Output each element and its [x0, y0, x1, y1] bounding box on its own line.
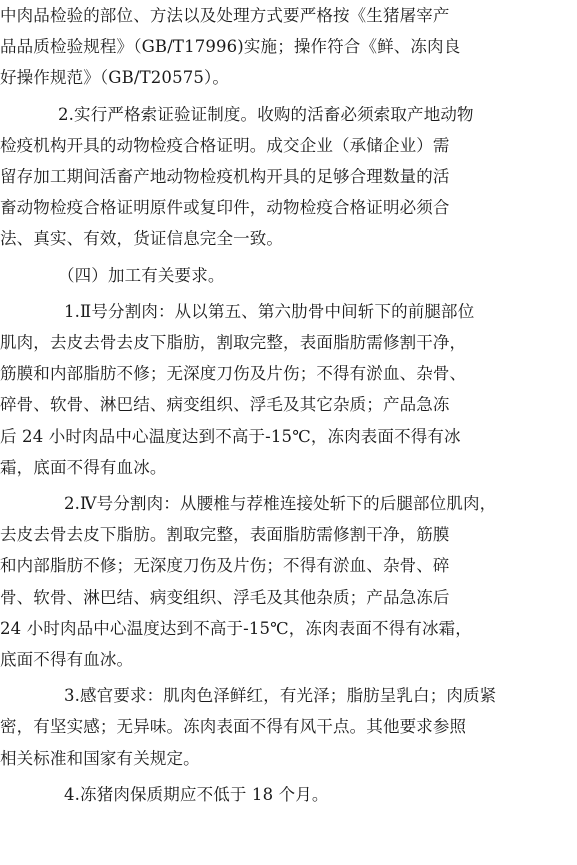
text-line: 法、真实、有效，货证信息完全一致。 [0, 229, 284, 249]
text-line: 检疫机构开具的动物检疫合格证明。成交企业（承储企业）需 [0, 135, 450, 155]
text-line: 骨、软骨、淋巴结、病变组织、浮毛及其他杂质；产品急冻后 [0, 587, 450, 607]
text-line: 后 24 小时肉品中心温度达到不高于-15℃，冻肉表面不得有冰 [0, 426, 461, 446]
text-line: 相关标准和国家有关规定。 [0, 748, 200, 768]
text-line: 碎骨、软骨、淋巴结、病变组织、浮毛及其它杂质；产品急冻 [0, 395, 450, 415]
text-line: 底面不得有血冰。 [0, 650, 134, 669]
paragraph-2b-start: 2.Ⅳ号分割肉：从腰椎与荐椎连接处斩下的后腿部位肌肉， [64, 494, 497, 513]
text-line: 品品质检验规程》（GB/T17996)实施；操作符合《鲜、冻肉良 [0, 37, 461, 57]
paragraph-3-start: 3.感官要求：肌肉色泽鲜红，有光泽；脂肪呈乳白；肉质紧 [64, 686, 497, 706]
text-line: 留存加工期间活畜产地动物检疫机构开具的足够合理数量的活 [0, 167, 450, 186]
text-line: 好操作规范》（GB/T20575）。 [0, 68, 230, 88]
text-line: 去皮去骨去皮下脂肪。割取完整，表面脂肪需修割干净，筋膜 [0, 525, 450, 545]
text-line: 畜动物检疫合格证明原件或复印件，动物检疫合格证明必须合 [0, 198, 450, 218]
section-heading: （四）加工有关要求。 [58, 265, 225, 285]
text-line: 24 小时肉品中心温度达到不高于-15℃，冻肉表面不得有冰霜， [0, 618, 472, 638]
text-line: 和内部脂肪不修；无深度刀伤及片伤；不得有淤血、杂骨、碎 [0, 556, 450, 576]
paragraph-1-start: 1.Ⅱ号分割肉：从以第五、第六肋骨中间斩下的前腿部位 [64, 301, 475, 321]
text-line: 霜，底面不得有血冰。 [0, 457, 167, 477]
text-line: 筋膜和内部脂肪不修；无深度刀伤及片伤；不得有淤血、杂骨、 [0, 364, 467, 384]
text-line: 密，有坚实感；无异味。冻肉表面不得有风干点。其他要求参照 [0, 717, 467, 737]
paragraph-4-start: 4.冻猪肉保质期应不低于 18 个月。 [64, 784, 329, 804]
text-line: 中肉品检验的部位、方法以及处理方式要严格按《生猪屠宰产 [0, 6, 450, 25]
paragraph-2-start: 2.实行严格索证验证制度。收购的活畜必须索取产地动物 [58, 104, 474, 124]
text-line: 肌肉，去皮去骨去皮下脂肪，割取完整，表面脂肪需修割干净， [0, 333, 467, 352]
